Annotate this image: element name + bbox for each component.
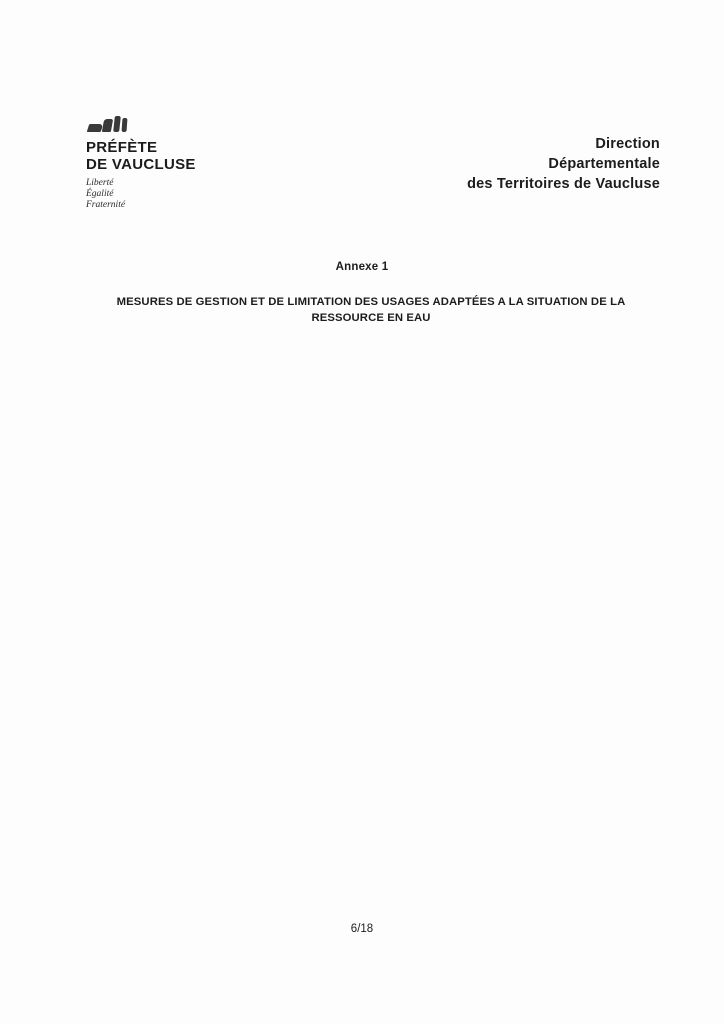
motto-fraternite: Fraternité — [86, 200, 126, 210]
direction-heading — [467, 134, 660, 194]
direction-line3: des Territoires de Vaucluse — [467, 176, 660, 192]
page-number: 6/18 — [350, 923, 374, 935]
motto-egalite: Égalité — [86, 189, 114, 199]
prefecture-name-line1: PRÉFÈTE — [86, 139, 158, 156]
page-title: MESURES DE GESTION ET DE LIMITATION DES USAGES ADAPTÉES A LA SITUATION DE LA RESSOURCE EN EAU — [116, 296, 626, 324]
annexe-label: Annexe 1 — [335, 261, 389, 273]
direction-line1: Direction — [595, 136, 660, 152]
motto-liberte: Liberté — [86, 178, 114, 188]
marianne-logo-icon — [88, 116, 134, 136]
page-header — [0, 110, 724, 220]
direction-line2: Départementale — [548, 156, 660, 172]
prefecture-name-line2: DE VAUCLUSE — [86, 156, 196, 173]
prefecture-logo-block — [86, 116, 276, 211]
republic-motto — [86, 178, 276, 211]
